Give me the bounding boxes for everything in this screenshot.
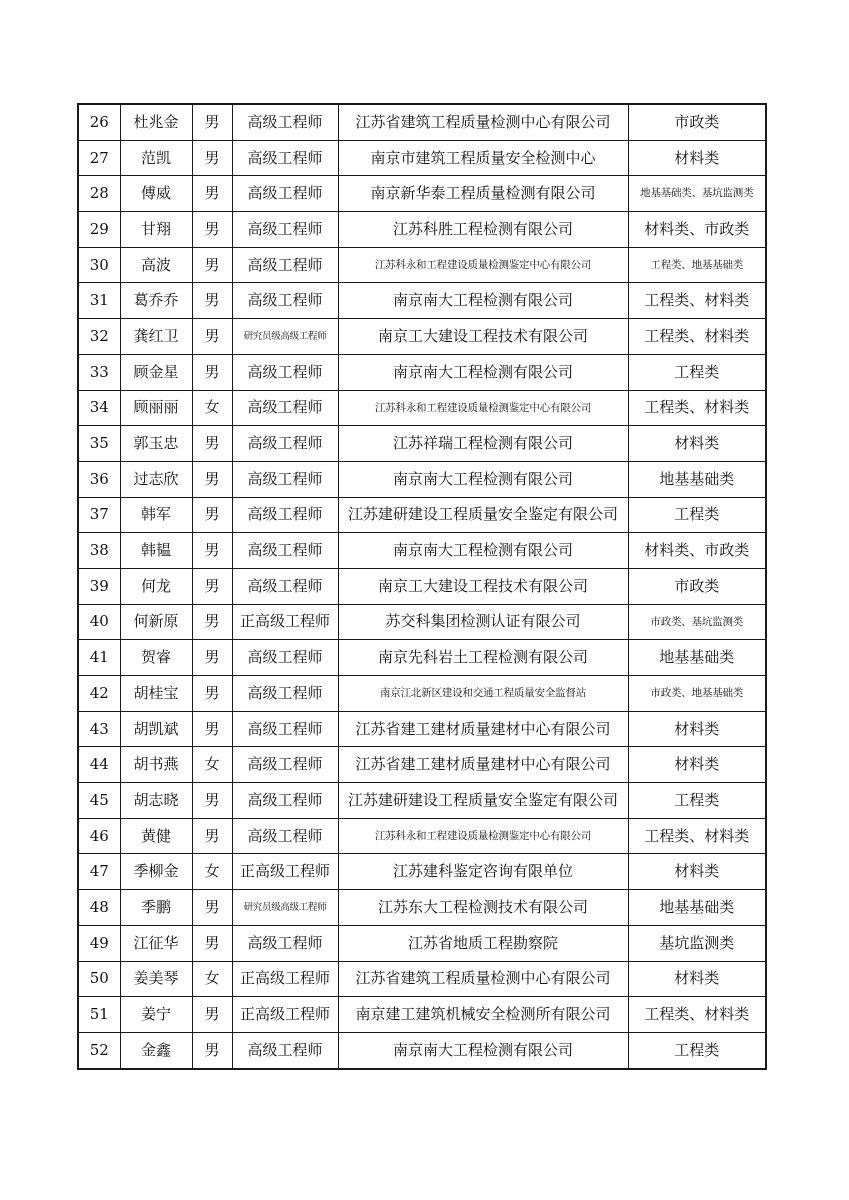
professional-title-cell: 高级工程师 [232, 140, 338, 176]
table-row [78, 604, 766, 640]
professional-title-cell: 高级工程师 [232, 212, 338, 248]
specialty-category-cell: 地基基础类 [628, 640, 766, 676]
organization-cell: 江苏建科鉴定咨询有限单位 [338, 854, 628, 890]
professional-title-cell: 高级工程师 [232, 568, 338, 604]
professional-title-cell: 正高级工程师 [232, 854, 338, 890]
professional-title-cell: 高级工程师 [232, 283, 338, 319]
person-name-cell: 何新原 [120, 604, 192, 640]
organization-cell: 南京南大工程检测有限公司 [338, 354, 628, 390]
professional-title-cell: 研究员级高级工程师 [232, 319, 338, 355]
person-name-cell: 胡志晓 [120, 783, 192, 819]
organization-cell: 江苏省建筑工程质量检测中心有限公司 [338, 961, 628, 997]
row-number-cell: 46 [78, 818, 120, 854]
row-number-cell: 41 [78, 640, 120, 676]
table-row [78, 104, 766, 140]
gender-cell: 男 [192, 104, 232, 140]
specialty-category-cell: 材料类 [628, 747, 766, 783]
gender-cell: 男 [192, 640, 232, 676]
specialty-category-cell: 材料类 [628, 140, 766, 176]
row-number-cell: 36 [78, 461, 120, 497]
professional-title-cell: 高级工程师 [232, 676, 338, 712]
table-row [78, 676, 766, 712]
table-row [78, 319, 766, 355]
row-number-cell: 32 [78, 319, 120, 355]
organization-cell: 江苏省建工建材质量建材中心有限公司 [338, 747, 628, 783]
organization-cell: 苏交科集团检测认证有限公司 [338, 604, 628, 640]
person-name-cell: 顾金星 [120, 354, 192, 390]
specialty-category-cell: 市政类、地基基础类 [628, 676, 766, 712]
organization-cell: 江苏省地质工程勘察院 [338, 925, 628, 961]
specialty-category-cell: 地基基础类 [628, 461, 766, 497]
row-number-cell: 43 [78, 711, 120, 747]
table-row [78, 961, 766, 997]
gender-cell: 男 [192, 711, 232, 747]
organization-cell: 江苏科永和工程建设质量检测鉴定中心有限公司 [338, 818, 628, 854]
person-name-cell: 顾丽丽 [120, 390, 192, 426]
specialty-category-cell: 工程类 [628, 1032, 766, 1068]
expert-list-table [77, 103, 767, 1070]
organization-cell: 江苏东大工程检测技术有限公司 [338, 890, 628, 926]
table-row [78, 390, 766, 426]
organization-cell: 南京南大工程检测有限公司 [338, 283, 628, 319]
gender-cell: 男 [192, 818, 232, 854]
professional-title-cell: 高级工程师 [232, 783, 338, 819]
gender-cell: 男 [192, 212, 232, 248]
table-row [78, 747, 766, 783]
organization-cell: 南京新华泰工程质量检测有限公司 [338, 176, 628, 212]
table-row [78, 854, 766, 890]
gender-cell: 女 [192, 390, 232, 426]
gender-cell: 女 [192, 854, 232, 890]
gender-cell: 男 [192, 533, 232, 569]
row-number-cell: 33 [78, 354, 120, 390]
table-row [78, 711, 766, 747]
specialty-category-cell: 工程类、材料类 [628, 283, 766, 319]
gender-cell: 男 [192, 176, 232, 212]
gender-cell: 男 [192, 783, 232, 819]
table-row [78, 461, 766, 497]
organization-cell: 南京南大工程检测有限公司 [338, 533, 628, 569]
person-name-cell: 葛乔乔 [120, 283, 192, 319]
gender-cell: 男 [192, 925, 232, 961]
professional-title-cell: 正高级工程师 [232, 997, 338, 1033]
table-row [78, 890, 766, 926]
row-number-cell: 50 [78, 961, 120, 997]
organization-cell: 南京先科岩土工程检测有限公司 [338, 640, 628, 676]
person-name-cell: 季鹏 [120, 890, 192, 926]
organization-cell: 江苏科胜工程检测有限公司 [338, 212, 628, 248]
table-row [78, 247, 766, 283]
row-number-cell: 28 [78, 176, 120, 212]
person-name-cell: 高波 [120, 247, 192, 283]
specialty-category-cell: 工程类 [628, 783, 766, 819]
row-number-cell: 37 [78, 497, 120, 533]
professional-title-cell: 高级工程师 [232, 461, 338, 497]
specialty-category-cell: 材料类、市政类 [628, 212, 766, 248]
gender-cell: 男 [192, 283, 232, 319]
gender-cell: 男 [192, 1032, 232, 1068]
specialty-category-cell: 市政类 [628, 104, 766, 140]
professional-title-cell: 高级工程师 [232, 247, 338, 283]
specialty-category-cell: 材料类 [628, 854, 766, 890]
specialty-category-cell: 工程类、地基基础类 [628, 247, 766, 283]
professional-title-cell: 高级工程师 [232, 1032, 338, 1068]
professional-title-cell: 高级工程师 [232, 176, 338, 212]
person-name-cell: 何龙 [120, 568, 192, 604]
organization-cell: 南京南大工程检测有限公司 [338, 461, 628, 497]
organization-cell: 南京市建筑工程质量安全检测中心 [338, 140, 628, 176]
table-row [78, 568, 766, 604]
specialty-category-cell: 工程类 [628, 497, 766, 533]
specialty-category-cell: 材料类 [628, 426, 766, 462]
table-row [78, 426, 766, 462]
gender-cell: 男 [192, 604, 232, 640]
person-name-cell: 胡书燕 [120, 747, 192, 783]
organization-cell: 江苏省建工建材质量建材中心有限公司 [338, 711, 628, 747]
table-body [78, 104, 766, 1069]
person-name-cell: 傅威 [120, 176, 192, 212]
professional-title-cell: 高级工程师 [232, 533, 338, 569]
person-name-cell: 黄健 [120, 818, 192, 854]
organization-cell: 南京江北新区建设和交通工程质量安全监督站 [338, 676, 628, 712]
person-name-cell: 韩军 [120, 497, 192, 533]
table-row [78, 176, 766, 212]
specialty-category-cell: 地基基础类 [628, 890, 766, 926]
specialty-category-cell: 地基基础类、基坑监测类 [628, 176, 766, 212]
professional-title-cell: 高级工程师 [232, 711, 338, 747]
gender-cell: 女 [192, 747, 232, 783]
table-row [78, 497, 766, 533]
organization-cell: 南京建工建筑机械安全检测所有限公司 [338, 997, 628, 1033]
organization-cell: 南京工大建设工程技术有限公司 [338, 319, 628, 355]
table-row [78, 1032, 766, 1068]
person-name-cell: 贺睿 [120, 640, 192, 676]
professional-title-cell: 高级工程师 [232, 818, 338, 854]
row-number-cell: 44 [78, 747, 120, 783]
row-number-cell: 45 [78, 783, 120, 819]
table-row [78, 997, 766, 1033]
person-name-cell: 金鑫 [120, 1032, 192, 1068]
specialty-category-cell: 工程类 [628, 354, 766, 390]
professional-title-cell: 研究员级高级工程师 [232, 890, 338, 926]
row-number-cell: 34 [78, 390, 120, 426]
gender-cell: 男 [192, 140, 232, 176]
row-number-cell: 51 [78, 997, 120, 1033]
professional-title-cell: 高级工程师 [232, 640, 338, 676]
table-row [78, 212, 766, 248]
table-row [78, 925, 766, 961]
person-name-cell: 甘翔 [120, 212, 192, 248]
professional-title-cell: 高级工程师 [232, 354, 338, 390]
gender-cell: 男 [192, 676, 232, 712]
row-number-cell: 38 [78, 533, 120, 569]
professional-title-cell: 高级工程师 [232, 497, 338, 533]
organization-cell: 江苏祥瑞工程检测有限公司 [338, 426, 628, 462]
table-row [78, 354, 766, 390]
row-number-cell: 48 [78, 890, 120, 926]
person-name-cell: 龚红卫 [120, 319, 192, 355]
person-name-cell: 过志欣 [120, 461, 192, 497]
organization-cell: 江苏建研建设工程质量安全鉴定有限公司 [338, 783, 628, 819]
gender-cell: 男 [192, 890, 232, 926]
row-number-cell: 31 [78, 283, 120, 319]
gender-cell: 女 [192, 961, 232, 997]
table-row [78, 818, 766, 854]
gender-cell: 男 [192, 319, 232, 355]
row-number-cell: 26 [78, 104, 120, 140]
person-name-cell: 郭玉忠 [120, 426, 192, 462]
table-row [78, 140, 766, 176]
professional-title-cell: 正高级工程师 [232, 961, 338, 997]
gender-cell: 男 [192, 997, 232, 1033]
row-number-cell: 30 [78, 247, 120, 283]
organization-cell: 江苏省建筑工程质量检测中心有限公司 [338, 104, 628, 140]
specialty-category-cell: 市政类、基坑监测类 [628, 604, 766, 640]
specialty-category-cell: 基坑监测类 [628, 925, 766, 961]
person-name-cell: 姜宁 [120, 997, 192, 1033]
person-name-cell: 范凯 [120, 140, 192, 176]
gender-cell: 男 [192, 461, 232, 497]
professional-title-cell: 高级工程师 [232, 426, 338, 462]
specialty-category-cell: 工程类、材料类 [628, 818, 766, 854]
row-number-cell: 49 [78, 925, 120, 961]
row-number-cell: 52 [78, 1032, 120, 1068]
table-row [78, 283, 766, 319]
person-name-cell: 胡凯斌 [120, 711, 192, 747]
professional-title-cell: 高级工程师 [232, 747, 338, 783]
organization-cell: 江苏科永和工程建设质量检测鉴定中心有限公司 [338, 390, 628, 426]
gender-cell: 男 [192, 354, 232, 390]
specialty-category-cell: 工程类、材料类 [628, 319, 766, 355]
professional-title-cell: 高级工程师 [232, 390, 338, 426]
row-number-cell: 27 [78, 140, 120, 176]
gender-cell: 男 [192, 247, 232, 283]
organization-cell: 南京工大建设工程技术有限公司 [338, 568, 628, 604]
professional-title-cell: 高级工程师 [232, 104, 338, 140]
person-name-cell: 韩韫 [120, 533, 192, 569]
person-name-cell: 江征华 [120, 925, 192, 961]
gender-cell: 男 [192, 426, 232, 462]
row-number-cell: 29 [78, 212, 120, 248]
row-number-cell: 40 [78, 604, 120, 640]
professional-title-cell: 正高级工程师 [232, 604, 338, 640]
specialty-category-cell: 材料类 [628, 711, 766, 747]
specialty-category-cell: 工程类、材料类 [628, 390, 766, 426]
organization-cell: 江苏建研建设工程质量安全鉴定有限公司 [338, 497, 628, 533]
specialty-category-cell: 市政类 [628, 568, 766, 604]
row-number-cell: 39 [78, 568, 120, 604]
specialty-category-cell: 材料类 [628, 961, 766, 997]
table-row [78, 640, 766, 676]
person-name-cell: 杜兆金 [120, 104, 192, 140]
table-row [78, 783, 766, 819]
organization-cell: 南京南大工程检测有限公司 [338, 1032, 628, 1068]
professional-title-cell: 高级工程师 [232, 925, 338, 961]
specialty-category-cell: 工程类、材料类 [628, 997, 766, 1033]
row-number-cell: 42 [78, 676, 120, 712]
person-name-cell: 胡桂宝 [120, 676, 192, 712]
person-name-cell: 姜美琴 [120, 961, 192, 997]
gender-cell: 男 [192, 497, 232, 533]
gender-cell: 男 [192, 568, 232, 604]
specialty-category-cell: 材料类、市政类 [628, 533, 766, 569]
table-row [78, 533, 766, 569]
person-name-cell: 季柳金 [120, 854, 192, 890]
organization-cell: 江苏科永和工程建设质量检测鉴定中心有限公司 [338, 247, 628, 283]
row-number-cell: 47 [78, 854, 120, 890]
row-number-cell: 35 [78, 426, 120, 462]
